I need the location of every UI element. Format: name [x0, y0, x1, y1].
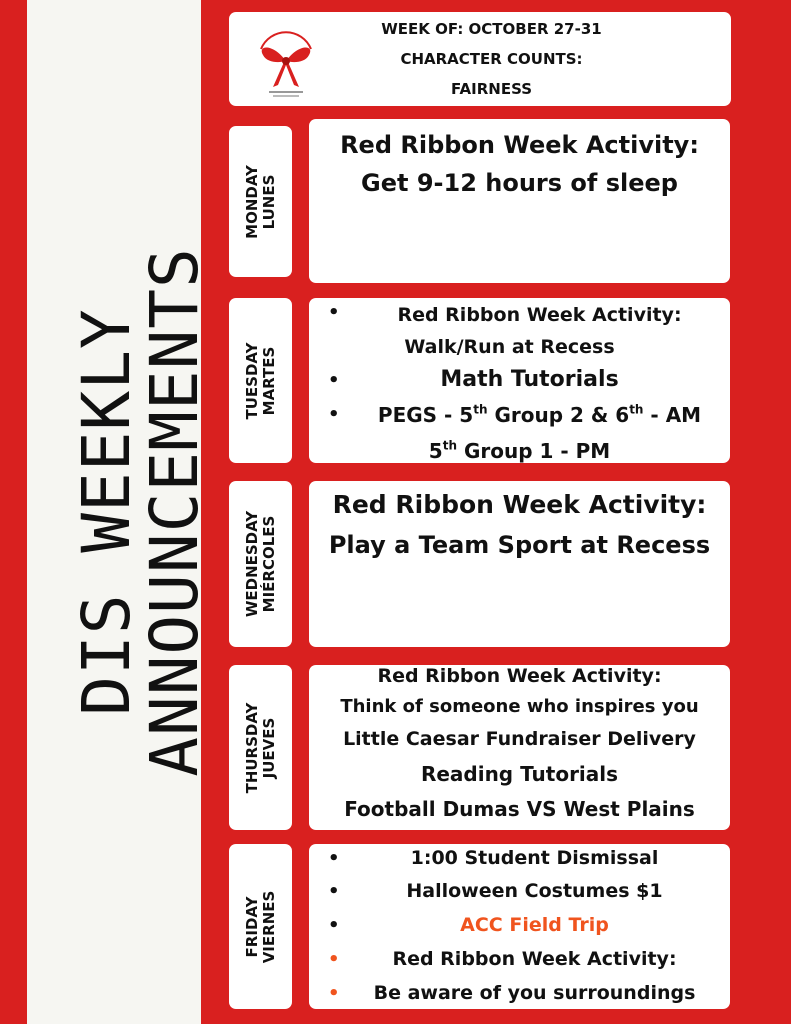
character-trait: FAIRNESS — [451, 80, 532, 98]
day-label-monday — [244, 165, 278, 239]
bullet: • — [328, 302, 340, 323]
bullet: • — [328, 915, 340, 936]
friday-item-3: ACC Field Trip — [460, 914, 609, 936]
header-text — [334, 14, 649, 104]
wednesday-content — [309, 481, 730, 647]
day-thursday — [229, 665, 292, 830]
bullet: • — [328, 881, 340, 902]
wednesday-line-2: Play a Team Sport at Recess — [328, 531, 711, 559]
red-ribbon-logo-icon — [243, 21, 329, 101]
day-friday — [229, 844, 292, 1009]
day-tuesday — [229, 298, 292, 463]
day-name-spanish: JUEVES — [259, 717, 278, 778]
bullet: • — [328, 983, 340, 1004]
tuesday-item-1: Red Ribbon Week Activity: — [397, 304, 682, 326]
tuesday-item-3b: 5th Group 1 - PM — [428, 438, 611, 463]
friday-content — [309, 844, 730, 1009]
title-line-2: ANNOUNCEMENTS — [136, 247, 213, 777]
week-of: WEEK OF: OCTOBER 27-31 — [381, 20, 602, 38]
bullet: • — [328, 848, 340, 869]
thursday-line-3: Little Caesar Fundraiser Delivery — [343, 728, 696, 750]
friday-item-4: Red Ribbon Week Activity: — [392, 948, 677, 970]
day-name: MONDAY — [242, 164, 261, 239]
monday-content — [309, 119, 730, 283]
day-name: THURSDAY — [242, 702, 261, 793]
monday-line-1: Red Ribbon Week Activity: — [340, 131, 699, 159]
day-label-tuesday — [244, 342, 278, 419]
friday-item-2: Halloween Costumes $1 — [406, 880, 663, 902]
page-title — [68, 247, 213, 777]
friday-item-1: 1:00 Student Dismissal — [410, 847, 659, 869]
title-line-1: DIS WEEKLY — [68, 308, 145, 716]
tuesday-item-2: Math Tutorials — [440, 367, 619, 392]
day-name: TUESDAY — [242, 342, 261, 419]
day-name: FRIDAY — [242, 896, 261, 957]
character-counts: CHARACTER COUNTS: — [400, 50, 583, 68]
day-name-spanish: MARTES — [259, 346, 278, 415]
sidebar-strip — [27, 0, 213, 1024]
header-card — [229, 12, 731, 106]
thursday-line-5: Football Dumas VS West Plains — [344, 797, 695, 821]
friday-item-5: Be aware of you surroundings — [373, 982, 696, 1004]
bullet: • — [328, 404, 340, 425]
thursday-line-2: Think of someone who inspires you — [340, 696, 699, 717]
wednesday-line-1: Red Ribbon Week Activity: — [332, 490, 707, 519]
day-name-spanish: LUNES — [259, 174, 278, 229]
tuesday-item-1b: Walk/Run at Recess — [404, 336, 615, 358]
day-name-spanish: MIÉRCOLES — [259, 515, 278, 613]
tuesday-item-3: PEGS - 5th Group 2 & 6th - AM — [377, 402, 702, 427]
day-label-thursday — [244, 702, 278, 793]
day-monday — [229, 126, 292, 277]
bullet: • — [328, 949, 340, 970]
tuesday-content — [309, 298, 730, 463]
bullet: • — [328, 370, 340, 391]
monday-line-2: Get 9-12 hours of sleep — [361, 169, 678, 197]
day-name: WEDNESDAY — [242, 510, 261, 618]
day-wednesday — [229, 481, 292, 647]
thursday-content — [309, 665, 730, 830]
thursday-line-1: Red Ribbon Week Activity: — [377, 665, 662, 687]
day-label-wednesday — [244, 511, 278, 617]
day-label-friday — [244, 890, 278, 963]
day-name-spanish: VIERNES — [259, 890, 278, 963]
thursday-line-4: Reading Tutorials — [420, 762, 619, 786]
